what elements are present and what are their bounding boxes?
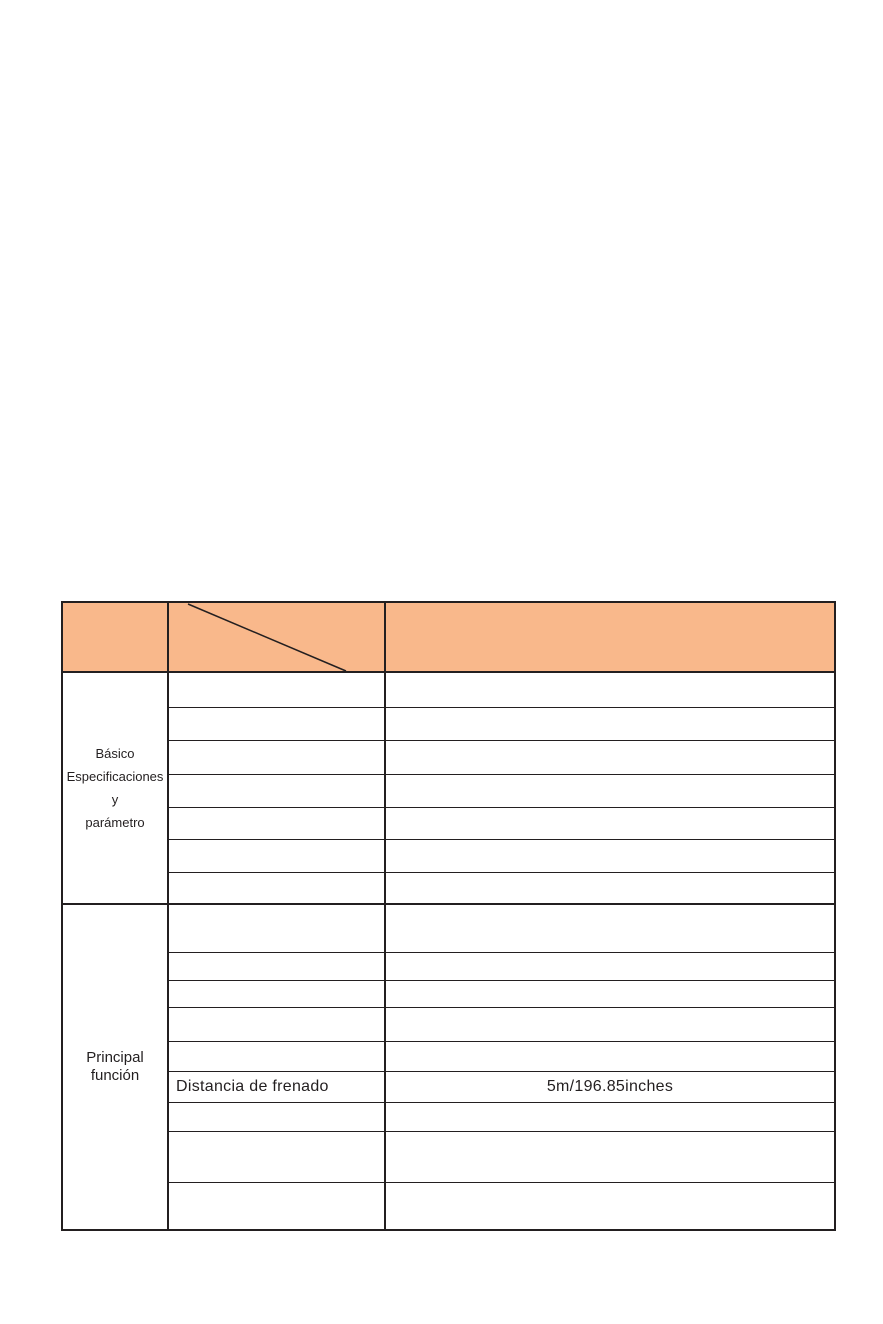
header-bottom-border: [61, 671, 836, 673]
row-divider: [168, 707, 835, 708]
row-divider: [168, 1182, 835, 1183]
table-right-border: [834, 601, 836, 1231]
column-divider-2: [384, 601, 386, 1231]
row-label-braking-distance: Distancia de frenado: [176, 1078, 329, 1095]
group-label-basic: Básico Especificaciones y parámetro: [66, 746, 164, 830]
row-value-braking-distance: 5m/196.85inches: [546, 1078, 674, 1095]
table-bottom-border: [61, 1229, 836, 1231]
row-divider: [168, 952, 835, 953]
row-divider: [168, 872, 835, 873]
table-top-border: [61, 601, 836, 603]
header-diagonal-line: [168, 603, 384, 672]
row-divider: [168, 839, 835, 840]
row-divider: [168, 740, 835, 741]
row-divider: [168, 980, 835, 981]
row-divider: [168, 1007, 835, 1008]
group-divider: [61, 903, 836, 905]
row-divider: [168, 1131, 835, 1132]
row-divider: [168, 1102, 835, 1103]
row-divider: [168, 774, 835, 775]
row-divider: [168, 807, 835, 808]
group-label-main: Principal función: [86, 1049, 144, 1084]
row-divider: [168, 1041, 835, 1042]
